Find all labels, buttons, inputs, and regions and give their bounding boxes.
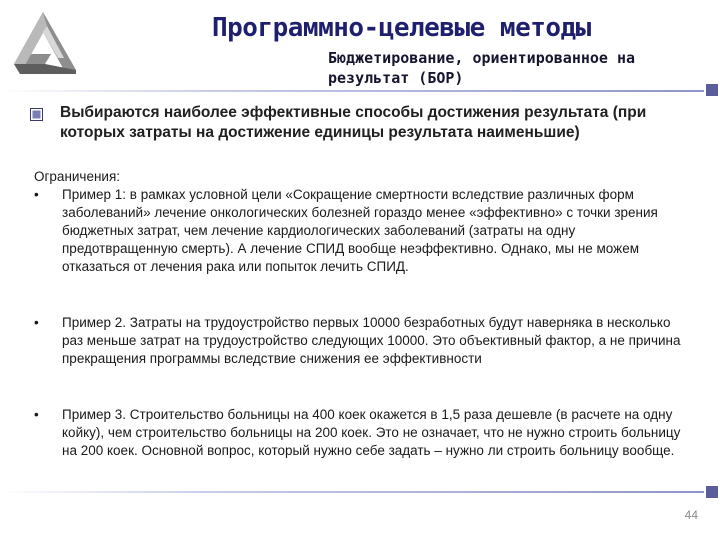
bullet-marker: •: [34, 187, 39, 202]
limitations-label: Ограничения:: [34, 169, 121, 184]
impossible-triangle-logo: [6, 8, 80, 76]
bottom-divider-square: [706, 486, 718, 498]
bottom-divider: [0, 491, 704, 493]
bullet-marker: •: [34, 315, 39, 330]
example-text: Пример 2. Затраты на трудоустройство первых 10000 безработных будут наверняка в несколько раз меньше затрат на трудоустройство следующих 10000. Это объективный фактор, а не причина прекращения программы вследствие снижения ее эффективности: [62, 315, 681, 366]
example-text: Пример 1: в рамках условной цели «Сокращение смертности вследствие различных форм заболеваний» лечение онкологических болезней гораздо менее «эффективно» с точки зрения бюджетных затрат, чем лечение кардиологических заболеваний (затраты на одну предотвращенную смерть). А лечение СПИД вообще неэффективно. Однако, мы не можем отказаться от лечения рака или попыток лечить СПИД.: [62, 187, 658, 274]
slide-title: Программно-целевые методы: [212, 13, 591, 43]
example-text: Пример 3. Строительство больницы на 400 коек окажется в 1,5 раза дешевле (в расчете на одну койку), чем строительство больницы на 200 коек. Это не означает, что не нужно строить больницу на 200 коек. Основной вопрос, который нужно себе задать – нужно ли строить больницу вообще.: [62, 407, 681, 458]
top-divider-square: [706, 84, 718, 96]
page-number: 44: [684, 508, 698, 522]
slide-subtitle: Бюджетирование, ориентированное на результат (БОР): [328, 49, 636, 87]
top-divider: [0, 90, 704, 92]
bullet-marker: •: [34, 407, 39, 422]
checkbox-square-icon: [30, 106, 43, 119]
lead-statement: Выбираются наиболее эффективные способы достижения результата (при которых затраты на достижение единицы результата наименьшие): [60, 104, 647, 141]
